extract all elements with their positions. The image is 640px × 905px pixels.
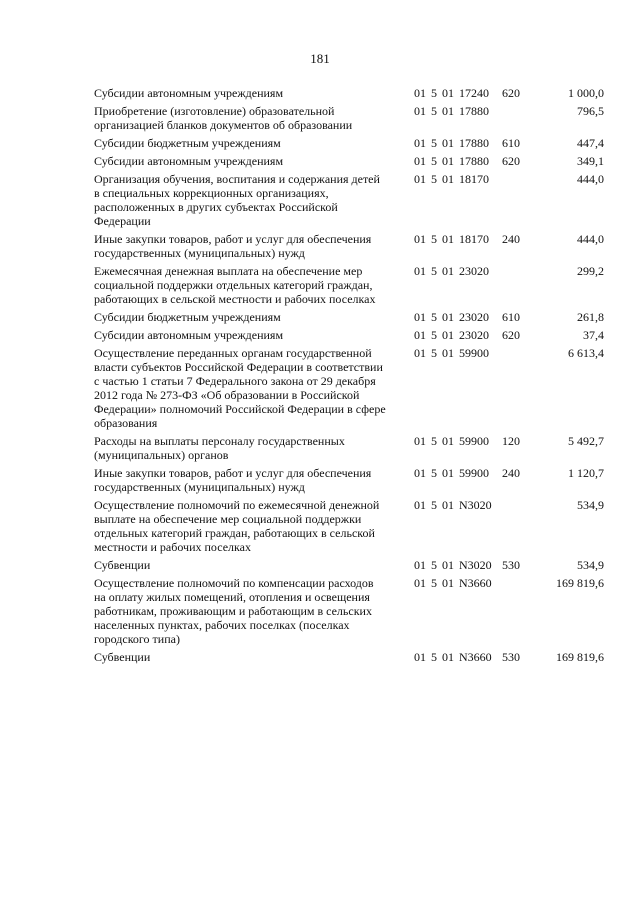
- row-description: Иные закупки товаров, работ и услуг для обеспечения государственных (муниципальных) нужд: [94, 232, 372, 260]
- row-code: 01 5 01 59900: [414, 346, 489, 360]
- table-row: [94, 154, 614, 168]
- row-amount: 169 819,6: [556, 650, 604, 664]
- row-description: Осуществление полномочий по компенсации расходов на оплату жилых помещений, отопления и освещения работникам, проживающим и работающим в сельских населенных пунктах, рабочих поселках (поселках городского типа): [94, 576, 374, 646]
- row-code: 01 5 01 17880: [414, 154, 489, 168]
- row-amount: 534,9: [577, 498, 604, 512]
- row-code: 01 5 01 18170: [414, 232, 489, 246]
- row-expense-type: 120: [502, 434, 520, 448]
- table-row: [94, 346, 614, 430]
- table-row: [94, 104, 614, 132]
- row-amount: 447,4: [577, 136, 604, 150]
- row-amount: 444,0: [577, 172, 604, 186]
- row-code: 01 5 01 N3020: [414, 498, 492, 512]
- table-row: [94, 328, 614, 342]
- row-description: Субсидии бюджетным учреждениям: [94, 310, 281, 324]
- row-code: 01 5 01 17240: [414, 86, 489, 100]
- row-amount: 6 613,4: [568, 346, 604, 360]
- row-description: Субсидии автономным учреждениям: [94, 328, 284, 342]
- row-code: 01 5 01 18170: [414, 172, 489, 186]
- row-expense-type: 530: [502, 558, 520, 572]
- row-description: Приобретение (изготовление) образовательной организацией бланков документов об образовании: [94, 104, 353, 132]
- row-description: Ежемесячная денежная выплата на обеспечение мер социальной поддержки отдельных категорий граждан, работающих в сельской местности и рабочих поселках: [94, 264, 376, 306]
- row-code: 01 5 01 N3660: [414, 576, 492, 590]
- row-code: 01 5 01 23020: [414, 310, 489, 324]
- row-description: Субвенции: [94, 558, 151, 572]
- row-amount: 796,5: [577, 104, 604, 118]
- row-expense-type: 620: [502, 328, 520, 342]
- table-row: [94, 310, 614, 324]
- table-row: [94, 434, 614, 462]
- row-description: Расходы на выплаты персоналу государственных (муниципальных) органов: [94, 434, 345, 462]
- row-expense-type: 620: [502, 154, 520, 168]
- row-code: 01 5 01 23020: [414, 328, 489, 342]
- row-code: 01 5 01 59900: [414, 466, 489, 480]
- row-amount: 37,4: [583, 328, 604, 342]
- table-row: [94, 558, 614, 572]
- row-code: 01 5 01 N3020: [414, 558, 492, 572]
- row-amount: 261,8: [577, 310, 604, 324]
- row-expense-type: 530: [502, 650, 520, 664]
- row-description: Организация обучения, воспитания и содержания детей в специальных коррекционных организациях, расположенных в других субъектах Российской Федерации: [94, 172, 380, 228]
- row-expense-type: 610: [502, 136, 520, 150]
- row-code: 01 5 01 17880: [414, 104, 489, 118]
- row-code: 01 5 01 59900: [414, 434, 489, 448]
- table-row: [94, 172, 614, 228]
- row-expense-type: 620: [502, 86, 520, 100]
- row-amount: 534,9: [577, 558, 604, 572]
- row-description: Осуществление переданных органам государственной власти субъектов Российской Федерации в соответствии с частью 1 статьи 7 Федерального закона от 29 декабря 2012 года № 273-ФЗ «Об образовании в Российской Федерации» полномочий Российской Федерации в сфере образования: [94, 346, 386, 430]
- row-amount: 1 120,7: [568, 466, 604, 480]
- table-row: [94, 264, 614, 306]
- row-amount: 169 819,6: [556, 576, 604, 590]
- table-row: [94, 136, 614, 150]
- row-description: Субсидии автономным учреждениям: [94, 154, 284, 168]
- table-row: [94, 466, 614, 494]
- row-description: Субсидии автономным учреждениям: [94, 86, 284, 100]
- row-description: Субвенции: [94, 650, 151, 664]
- row-description: Осуществление полномочий по ежемесячной денежной выплате на обеспечение мер социальной поддержки отдельных категорий граждан, работающих в сельской местности и рабочих поселках: [94, 498, 380, 554]
- table-row: [94, 498, 614, 554]
- row-amount: 349,1: [577, 154, 604, 168]
- row-code: 01 5 01 N3660: [414, 650, 492, 664]
- row-description: Иные закупки товаров, работ и услуг для обеспечения государственных (муниципальных) нужд: [94, 466, 372, 494]
- table-row: [94, 576, 614, 646]
- table-row: [94, 650, 614, 664]
- row-code: 01 5 01 17880: [414, 136, 489, 150]
- row-description: Субсидии бюджетным учреждениям: [94, 136, 281, 150]
- row-amount: 1 000,0: [568, 86, 604, 100]
- row-expense-type: 610: [502, 310, 520, 324]
- row-amount: 5 492,7: [568, 434, 604, 448]
- row-code: 01 5 01 23020: [414, 264, 489, 278]
- table-row: [94, 232, 614, 260]
- row-expense-type: 240: [502, 232, 520, 246]
- budget-table: [94, 86, 614, 668]
- table-row: [94, 86, 614, 100]
- row-amount: 299,2: [577, 264, 604, 278]
- row-expense-type: 240: [502, 466, 520, 480]
- row-amount: 444,0: [577, 232, 604, 246]
- page-number: 181: [310, 51, 330, 66]
